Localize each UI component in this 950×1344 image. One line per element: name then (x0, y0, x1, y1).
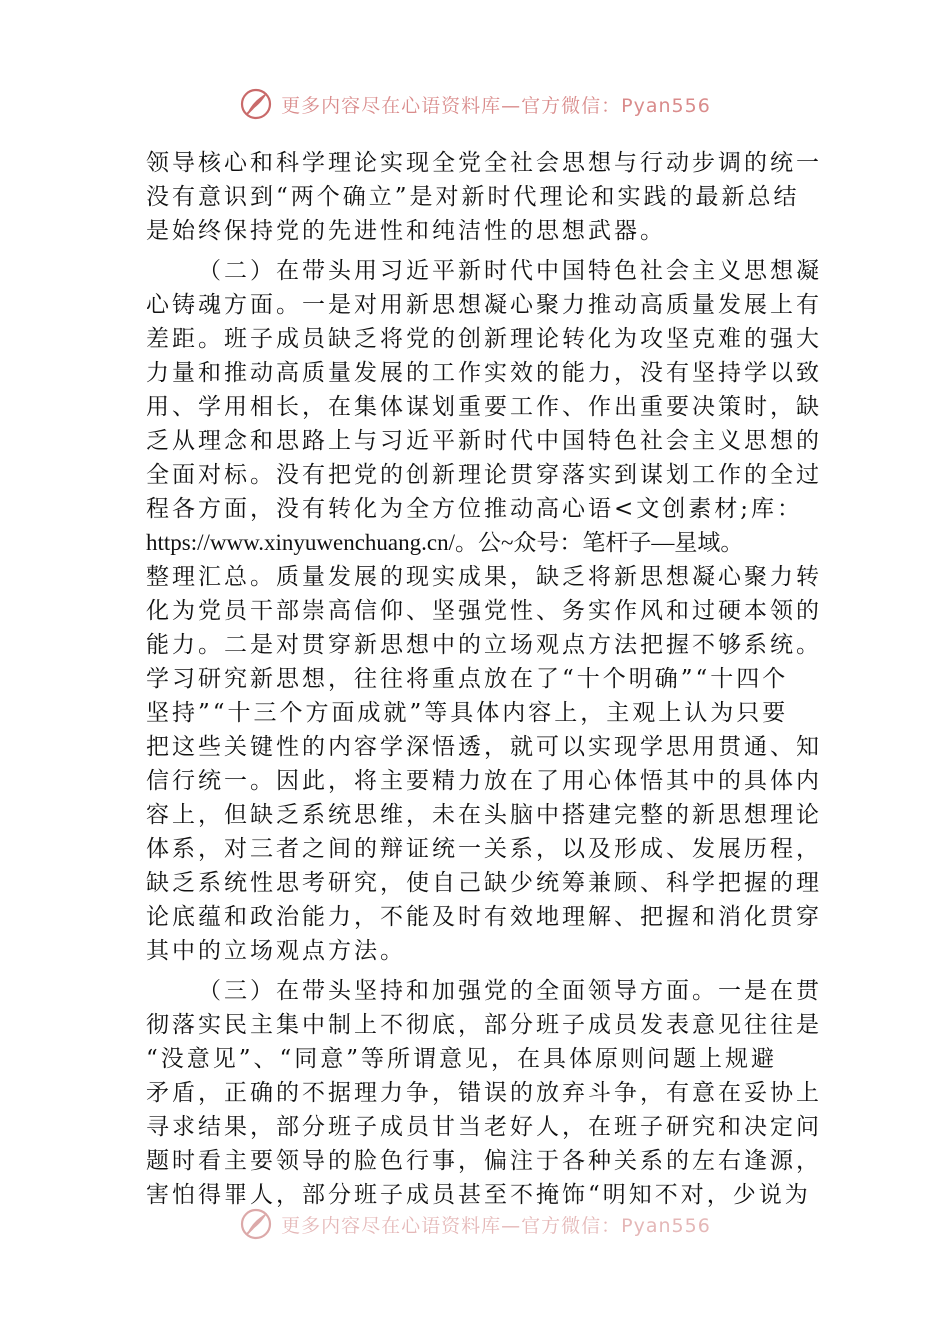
text-line: 害怕得罪人，部分班子成员甚至不掩饰“明知不对，少说为 (146, 1182, 811, 1208)
text-line: 全面对标。没有把党的创新理论贯穿落实到谋划工作的全过 (146, 462, 822, 488)
text-line: （三）在带头坚持和加强党的全面领导方面。一是在贯 (198, 978, 822, 1004)
text-line: 能力。二是对贯穿新思想中的立场观点方法把握不够系统。 (146, 632, 822, 658)
text-line: 力量和推动高质量发展的工作实效的能力，没有坚持学以致 (146, 360, 822, 386)
document-body (146, 146, 822, 1212)
text-line: 寻求结果，部分班子成员甘当老好人，在班子研究和决定问 (146, 1114, 822, 1140)
text-line: 信行统一。因此，将主要精力放在了用心体悟其中的具体内 (146, 768, 822, 794)
text-line: 程各方面，没有转化为全方位推动高心语<文创素材;库： (146, 496, 804, 522)
text-line: 用、学用相长，在集体谋划重要工作、作出重要决策时，缺 (146, 394, 822, 420)
text-line: 把这些关键性的内容学深悟透，就可以实现学思用贯通、知 (146, 734, 822, 760)
header-watermark (0, 86, 950, 122)
text-line: 题时看主要领导的脸色行事，偏注于各种关系的左右逢源， (146, 1148, 822, 1174)
paragraph-1 (146, 146, 822, 248)
text-line: 乏从理念和思路上与习近平新时代中国特色社会主义思想的 (146, 428, 822, 454)
text-line: 缺乏系统性思考研究，使自己缺少统筹兼顾、科学把握的理 (146, 870, 822, 896)
text-line: 心铸魂方面。一是对用新思想凝心聚力推动高质量发展上有 (146, 292, 822, 318)
text-line: 矛盾，正确的不据理力争，错误的放弃斗争，有意在妥协上 (146, 1080, 822, 1106)
header-watermark-text: 更多内容尽在心语资料库—官方微信：Pyan556 (281, 94, 711, 117)
url-line: https://www.xinyuwenchuang.cn/。公~众号：笔杆子—星域。 (146, 530, 744, 555)
text-line: “没意见”、“同意”等所谓意见，在具体原则问题上规避 (146, 1046, 778, 1072)
text-line: 没有意识到“两个确立”是对新时代理论和实践的最新总结 (146, 184, 800, 210)
quill-logo-icon (239, 1207, 273, 1241)
text-line: 领导核心和科学理论实现全党全社会思想与行动步调的统一 (146, 150, 822, 176)
text-line: （二）在带头用习近平新时代中国特色社会主义思想凝 (198, 258, 822, 284)
text-line: 坚持”“十三个方面成就”等具体内容上，主观上认为只要 (146, 700, 789, 726)
text-line: 体系，对三者之间的辩证统一关系，以及形成、发展历程， (146, 836, 822, 862)
paragraph-3 (146, 974, 822, 1212)
text-line: 其中的立场观点方法。 (146, 938, 406, 964)
text-line: 化为党员干部崇高信仰、坚强党性、务实作风和过硬本领的 (146, 598, 822, 624)
paragraph-2 (146, 254, 822, 968)
text-line: 是始终保持党的先进性和纯洁性的思想武器。 (146, 218, 666, 244)
text-line: 容上，但缺乏系统思维，未在头脑中搭建完整的新思想理论 (146, 802, 822, 828)
text-line: 学习研究新思想，往往将重点放在了“十个明确”“十四个 (146, 666, 789, 692)
quill-logo-icon (239, 87, 273, 121)
footer-watermark-text: 更多内容尽在心语资料库—官方微信：Pyan556 (281, 1214, 711, 1237)
footer-watermark (0, 1206, 950, 1242)
text-line: 差距。班子成员缺乏将党的创新理论转化为攻坚克难的强大 (146, 326, 822, 352)
text-line: 彻落实民主集中制上不彻底，部分班子成员发表意见往往是 (146, 1012, 822, 1038)
text-line: 论底蕴和政治能力，不能及时有效地理解、把握和消化贯穿 (146, 904, 822, 930)
text-line: 整理汇总。质量发展的现实成果，缺乏将新思想凝心聚力转 (146, 564, 822, 590)
